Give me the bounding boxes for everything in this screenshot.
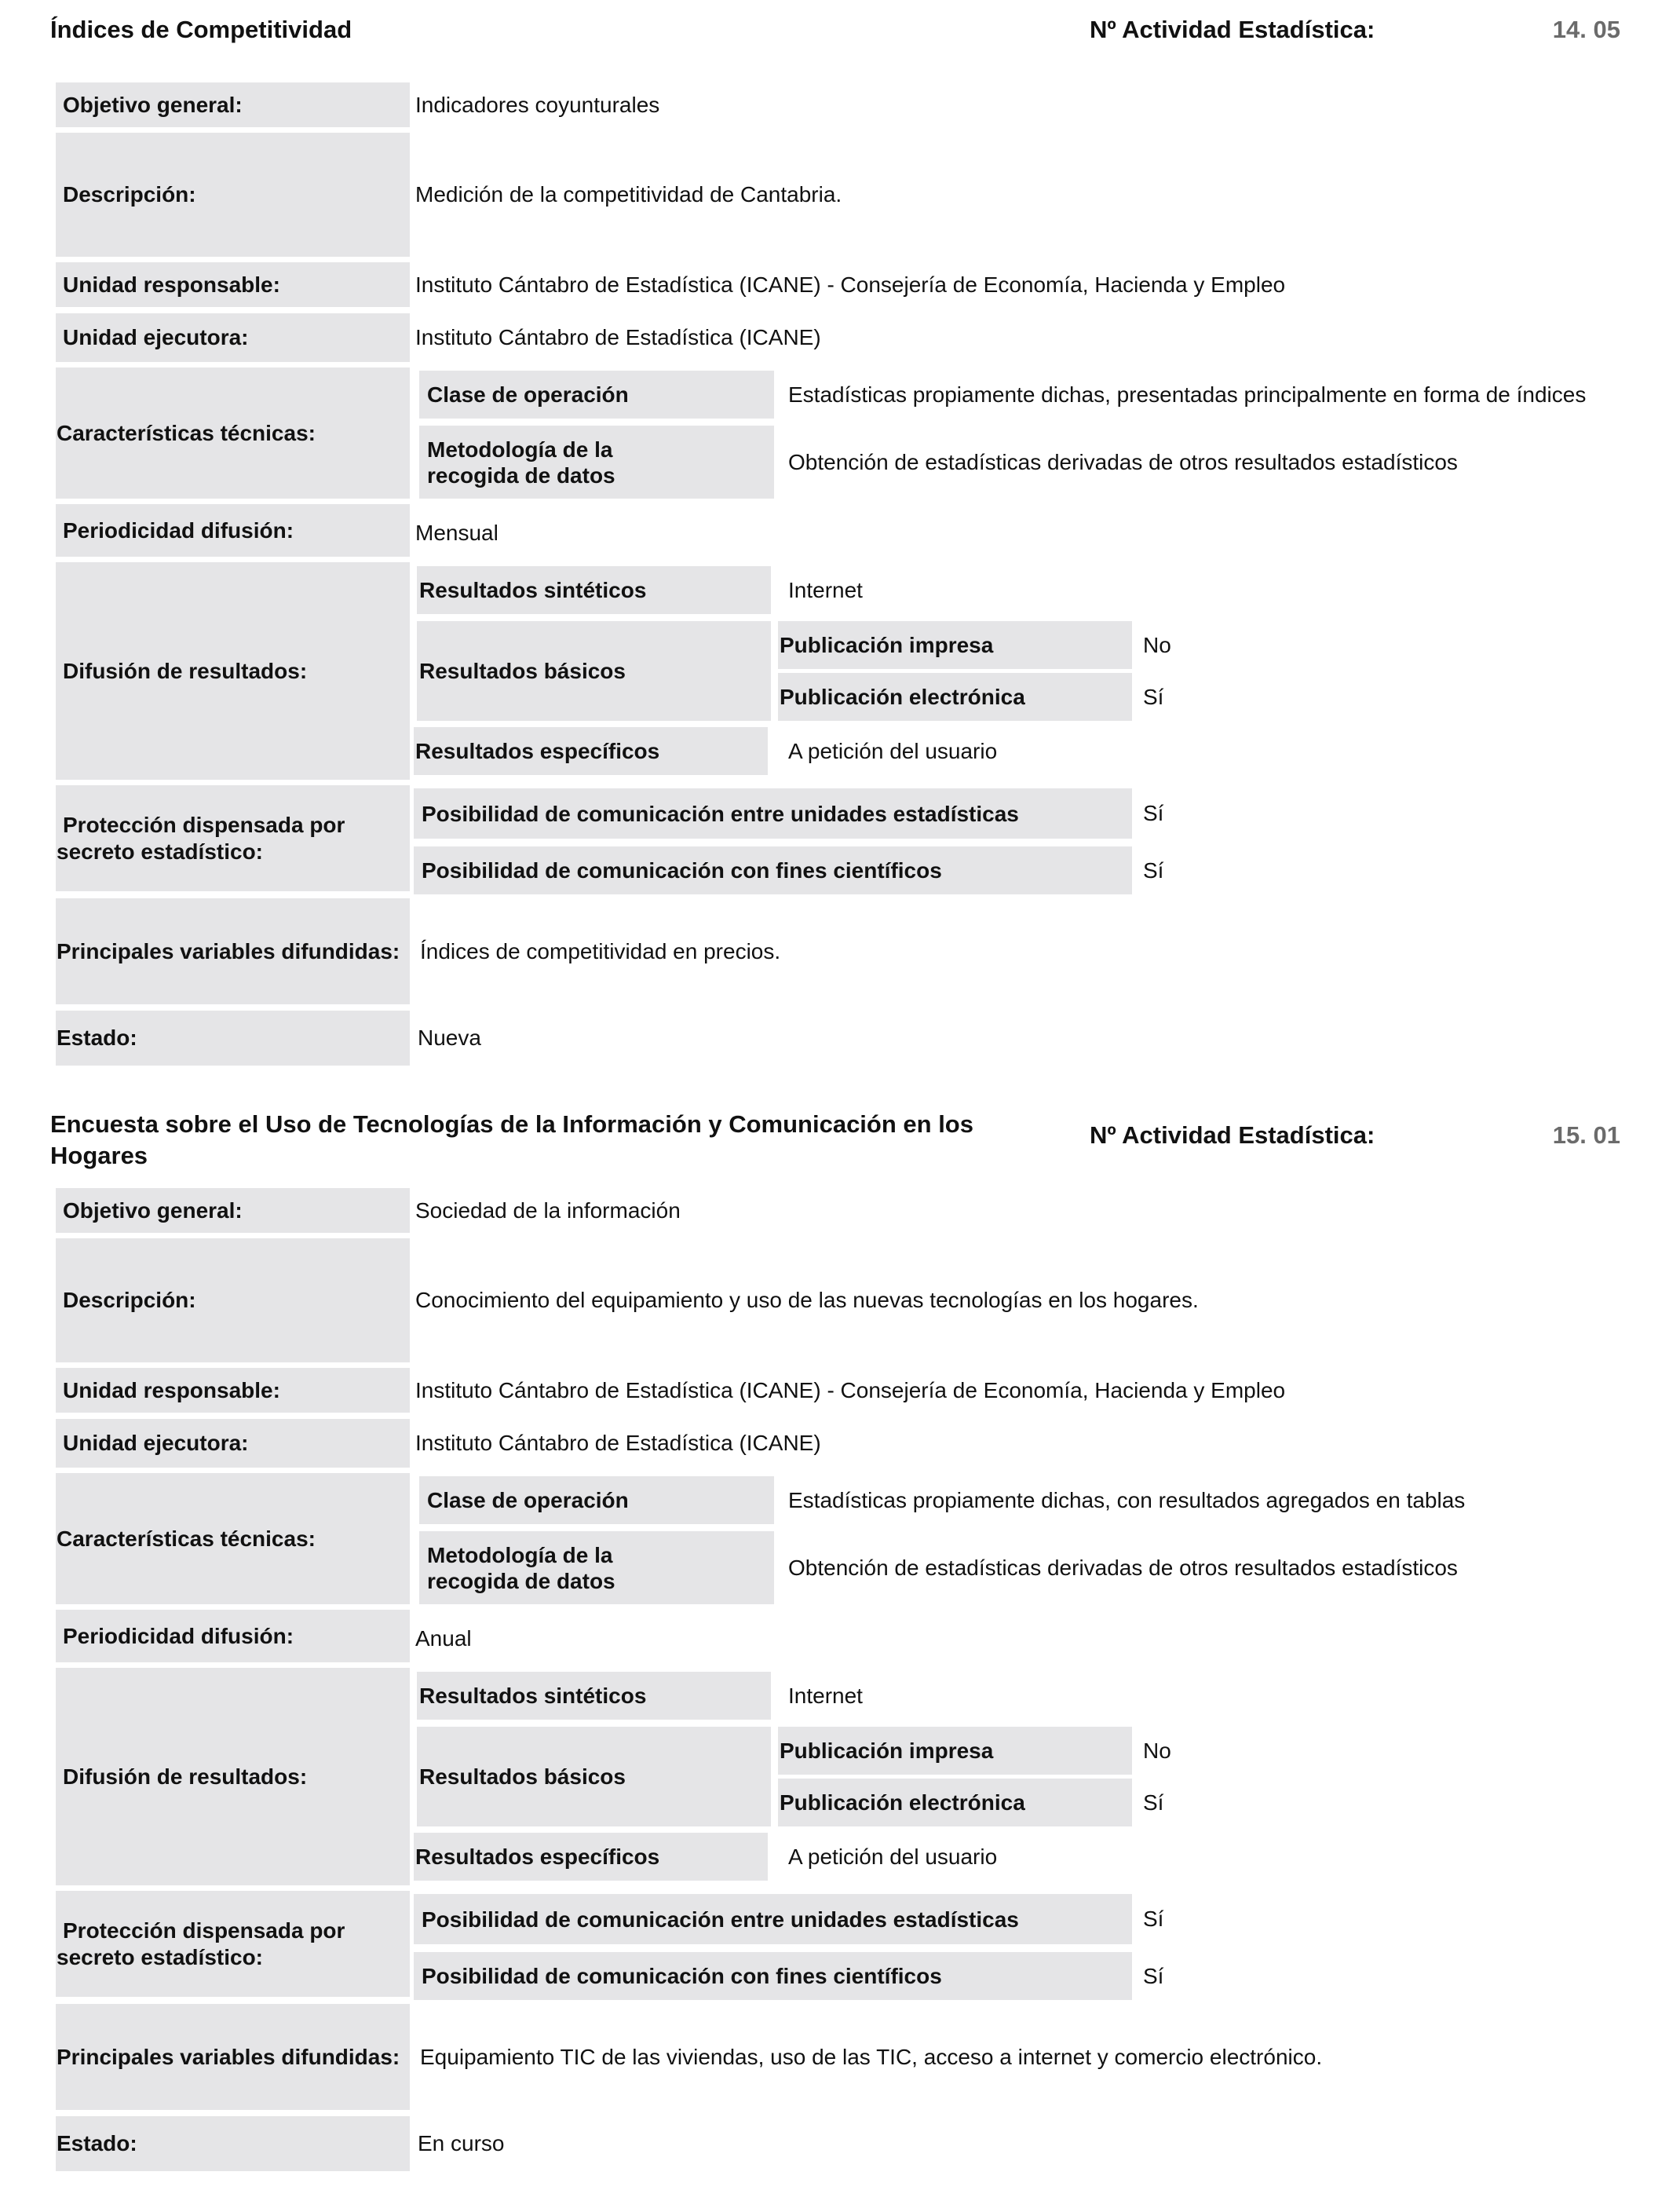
publicacion-electronica-value: Sí xyxy=(1143,1790,1164,1815)
unidad-ejecutora-value: Instituto Cántabro de Estadística (ICANE) xyxy=(415,325,821,349)
publicacion-impresa-label: Publicación impresa xyxy=(778,1727,1132,1775)
estado-value: Nueva xyxy=(418,1026,481,1050)
resultados-basicos-label: Resultados básicos xyxy=(417,621,771,721)
caracteristicas-label: Características técnicas: xyxy=(56,1473,410,1604)
estado-label: Estado: xyxy=(56,2116,410,2171)
activity-number-value: 14. 05 xyxy=(1552,16,1620,43)
posibilidad-cientificos-value: Sí xyxy=(1143,857,1164,883)
metodologia-value: Obtención de estadísticas derivadas de otros resultados estadísticos xyxy=(788,449,1458,474)
clase-operacion-value: Estadísticas propiamente dichas, presentadas principalmente en forma de índices xyxy=(788,382,1587,407)
resultados-sinteticos-value: Internet xyxy=(788,577,863,602)
resultados-especificos-label: Resultados específicos xyxy=(414,1833,768,1881)
unidad-ejecutora-label: Unidad ejecutora: xyxy=(56,1419,410,1468)
clase-operacion-label: Clase de operación xyxy=(419,1476,774,1524)
resultados-especificos-label: Resultados específicos xyxy=(414,727,768,775)
posibilidad-cientificos-label: Posibilidad de comunicación con fines científicos xyxy=(414,1952,1132,2000)
objetivo-value: Sociedad de la información xyxy=(415,1197,681,1223)
resultados-sinteticos-label: Resultados sintéticos xyxy=(417,566,771,614)
unidad-responsable-label: Unidad responsable: xyxy=(56,1368,410,1413)
descripcion-value: Medición de la competitividad de Cantabria. xyxy=(415,182,842,207)
resultados-basicos-label: Resultados básicos xyxy=(417,1727,771,1826)
clase-operacion-value: Estadísticas propiamente dichas, con resultados agregados en tablas xyxy=(788,1487,1466,1512)
objetivo-label: Objetivo general: xyxy=(56,1188,410,1233)
posibilidad-unidades-value: Sí xyxy=(1143,1907,1164,1931)
periodicidad-value: Mensual xyxy=(415,520,499,545)
difusion-label: Difusión de resultados: xyxy=(56,1668,410,1885)
activity-number-label: Nº Actividad Estadística: xyxy=(1090,1121,1375,1149)
section-title: Encuesta sobre el Uso de Tecnologías de la Información y Comunicación en los Hogares xyxy=(50,1110,973,1169)
publicacion-impresa-value: No xyxy=(1143,1738,1171,1763)
periodicidad-value: Anual xyxy=(415,1625,472,1651)
estado-label: Estado: xyxy=(56,1011,410,1066)
unidad-responsable-value: Instituto Cántabro de Estadística (ICANE) - Consejería de Economía, Hacienda y Empleo xyxy=(415,272,1286,297)
proteccion-label: Protección dispensada por secreto estadístico: xyxy=(56,1891,410,1997)
objetivo-label: Objetivo general: xyxy=(56,82,410,127)
resultados-especificos-value: A petición del usuario xyxy=(788,738,998,763)
resultados-sinteticos-value: Internet xyxy=(788,1683,863,1708)
caracteristicas-label: Características técnicas: xyxy=(56,367,410,499)
metodologia-label: Metodología de la recogida de datos xyxy=(419,426,774,499)
variables-label: Principales variables difundidas: xyxy=(56,2004,410,2110)
posibilidad-cientificos-value: Sí xyxy=(1143,1963,1164,1988)
posibilidad-cientificos-label: Posibilidad de comunicación con fines científicos xyxy=(414,846,1132,894)
descripcion-label: Descripción: xyxy=(56,133,410,257)
publicacion-electronica-label: Publicación electrónica xyxy=(778,673,1132,721)
activity-number-label: Nº Actividad Estadística: xyxy=(1090,16,1375,43)
variables-value: Equipamiento TIC de las viviendas, uso de las TIC, acceso a internet y comercio electrónico. xyxy=(420,2044,1323,2069)
unidad-ejecutora-label: Unidad ejecutora: xyxy=(56,313,410,362)
descripcion-value: Conocimiento del equipamiento y uso de las nuevas tecnologías en los hogares. xyxy=(415,1288,1199,1312)
variables-value: Índices de competitividad en precios. xyxy=(420,938,781,963)
posibilidad-unidades-value: Sí xyxy=(1143,801,1164,825)
metodologia-value: Obtención de estadísticas derivadas de otros resultados estadísticos xyxy=(788,1555,1458,1580)
unidad-responsable-value: Instituto Cántabro de Estadística (ICANE) - Consejería de Economía, Hacienda y Empleo xyxy=(415,1377,1286,1402)
periodicidad-label: Periodicidad difusión: xyxy=(56,504,410,557)
periodicidad-label: Periodicidad difusión: xyxy=(56,1610,410,1662)
resultados-especificos-value: A petición del usuario xyxy=(788,1844,998,1869)
proteccion-label: Protección dispensada por secreto estadístico: xyxy=(56,785,410,891)
descripcion-label: Descripción: xyxy=(56,1238,410,1362)
unidad-responsable-label: Unidad responsable: xyxy=(56,262,410,307)
objetivo-value: Indicadores coyunturales xyxy=(415,92,660,117)
publicacion-electronica-value: Sí xyxy=(1143,684,1164,709)
publicacion-impresa-value: No xyxy=(1143,632,1171,657)
posibilidad-unidades-label: Posibilidad de comunicación entre unidades estadísticas xyxy=(414,788,1132,839)
posibilidad-unidades-label: Posibilidad de comunicación entre unidades estadísticas xyxy=(414,1894,1132,1944)
difusion-label: Difusión de resultados: xyxy=(56,562,410,780)
activity-section-1 xyxy=(0,0,1669,1103)
unidad-ejecutora-value: Instituto Cántabro de Estadística (ICANE) xyxy=(415,1431,821,1455)
estado-value: En curso xyxy=(418,2131,505,2155)
activity-number-value: 15. 01 xyxy=(1552,1121,1620,1149)
publicacion-impresa-label: Publicación impresa xyxy=(778,621,1132,669)
publicacion-electronica-label: Publicación electrónica xyxy=(778,1779,1132,1826)
section-title: Índices de Competitividad xyxy=(50,16,352,43)
resultados-sinteticos-label: Resultados sintéticos xyxy=(417,1672,771,1720)
clase-operacion-label: Clase de operación xyxy=(419,371,774,419)
metodologia-label: Metodología de la recogida de datos xyxy=(419,1531,774,1604)
variables-label: Principales variables difundidas: xyxy=(56,898,410,1004)
activity-section-2 xyxy=(0,1109,1669,2212)
